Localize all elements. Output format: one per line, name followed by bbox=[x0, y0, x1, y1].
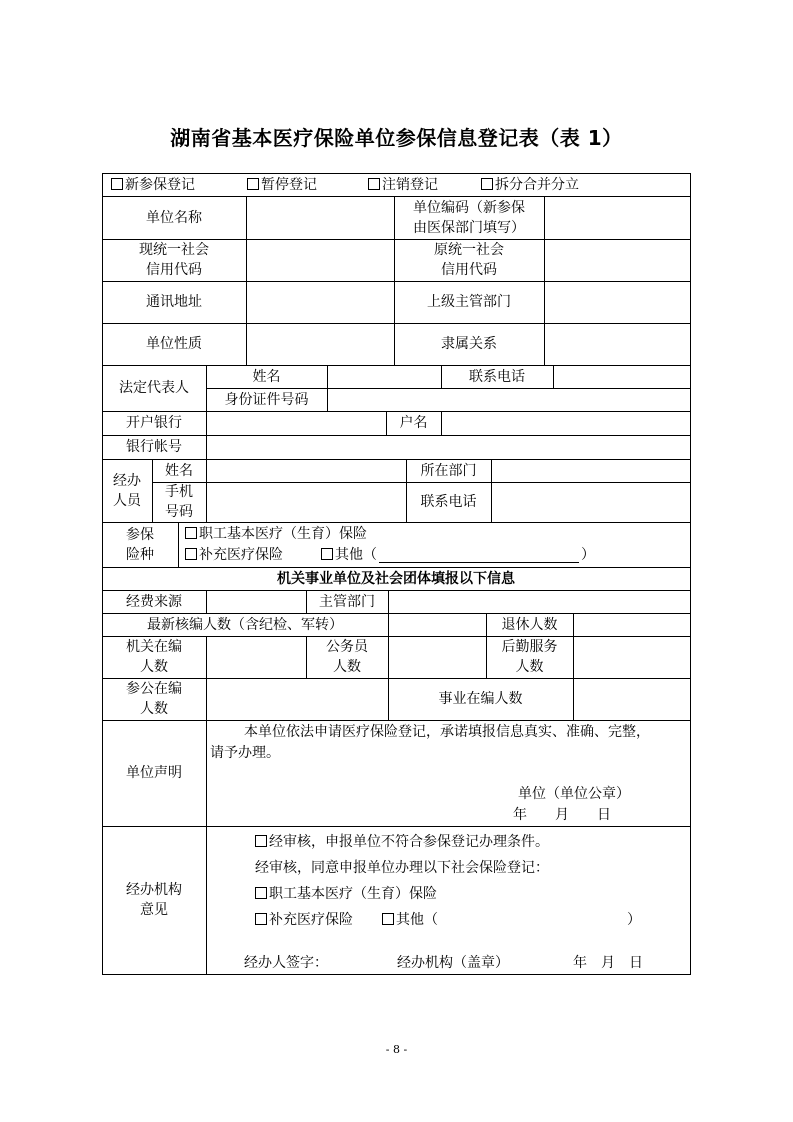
label-unit-name: 单位名称 bbox=[146, 209, 202, 226]
reg-option-suspend[interactable]: 暂停登记 bbox=[247, 175, 317, 195]
table-rule bbox=[102, 239, 691, 240]
label-superior: 上级主管部门 bbox=[427, 294, 511, 310]
table-rule bbox=[102, 826, 691, 827]
field-ref-civil[interactable] bbox=[206, 678, 388, 720]
table-rule bbox=[102, 522, 691, 523]
label-affiliation: 隶属关系 bbox=[441, 336, 497, 352]
field-superior[interactable] bbox=[544, 281, 690, 323]
table-rule bbox=[206, 590, 207, 613]
table-rule bbox=[102, 459, 691, 460]
opinion-basic[interactable]: 职工基本医疗（生育）保险 bbox=[255, 884, 437, 904]
table-rule bbox=[486, 636, 487, 678]
field-handler-phone[interactable] bbox=[491, 482, 690, 522]
table-rule bbox=[246, 196, 247, 365]
field-dept[interactable] bbox=[491, 459, 690, 482]
agency-date: 年 月 日 bbox=[573, 955, 643, 971]
field-account-name[interactable] bbox=[441, 411, 690, 435]
table-rule bbox=[206, 411, 207, 459]
reg-option-cancel[interactable]: 注销登记 bbox=[368, 175, 438, 195]
table-rule bbox=[544, 196, 545, 365]
table-rule bbox=[206, 365, 207, 411]
table-border bbox=[690, 173, 691, 975]
table-rule bbox=[388, 590, 389, 613]
table-rule bbox=[486, 613, 487, 636]
table-rule bbox=[388, 636, 389, 678]
table-rule bbox=[306, 590, 307, 613]
table-rule bbox=[491, 459, 492, 522]
checkbox-icon[interactable] bbox=[382, 913, 394, 925]
table-rule bbox=[102, 720, 691, 721]
declaration-text-2: 请予办理。 bbox=[210, 745, 280, 761]
opinion-reject[interactable]: 经审核，申报单位不符合参保登记办理条件。 bbox=[255, 832, 549, 852]
table-rule bbox=[102, 411, 691, 412]
field-latest-staff[interactable] bbox=[388, 613, 486, 636]
checkbox-icon[interactable] bbox=[255, 835, 267, 847]
label-orig-credit-code: 原统一社会 信用代码 bbox=[434, 242, 504, 278]
opinion-approve-text: 经审核，同意申报单位办理以下社会保险登记： bbox=[255, 860, 549, 876]
field-id-number[interactable] bbox=[327, 388, 690, 411]
table-rule bbox=[406, 459, 407, 522]
declaration-text-1: 本单位依法申请医疗保险登记，承诺填报信息真实、准确、完整， bbox=[244, 724, 650, 740]
page-title: 湖南省基本医疗保险单位参保信息登记表（表 1） bbox=[170, 126, 623, 150]
table-rule bbox=[178, 522, 179, 567]
label-retired: 退休人数 bbox=[501, 616, 558, 633]
table-rule bbox=[102, 590, 691, 591]
checkbox-icon[interactable] bbox=[111, 178, 123, 190]
table-rule bbox=[388, 613, 389, 636]
table-rule bbox=[441, 411, 442, 435]
table-rule bbox=[206, 720, 207, 974]
unit-seal: 单位（单位公章） bbox=[518, 786, 630, 802]
table-rule bbox=[102, 567, 691, 568]
table-rule bbox=[388, 678, 389, 720]
table-border bbox=[102, 173, 103, 975]
field-inst-staff[interactable] bbox=[573, 678, 690, 720]
table-rule bbox=[102, 613, 691, 614]
table-rule bbox=[206, 636, 207, 678]
field-unit-name[interactable] bbox=[246, 196, 394, 239]
table-rule bbox=[102, 281, 691, 282]
ins-option-other[interactable]: 其他（ ） bbox=[321, 545, 595, 565]
label-account-name: 户名 bbox=[399, 415, 428, 431]
reg-option-new[interactable]: 新参保登记 bbox=[111, 175, 195, 195]
declaration-date: 年 月 日 bbox=[513, 807, 611, 823]
label-civil-servants: 公务员 人数 bbox=[326, 639, 368, 675]
table-rule bbox=[102, 365, 691, 366]
label-bank: 开户银行 bbox=[126, 415, 182, 431]
label-dept: 所在部门 bbox=[420, 462, 477, 479]
label-org-staff: 机关在编 人数 bbox=[126, 639, 182, 675]
table-rule bbox=[573, 636, 574, 678]
label-nature: 单位性质 bbox=[146, 336, 202, 352]
table-border bbox=[102, 173, 691, 174]
page-number: - 8 - bbox=[385, 1043, 408, 1056]
table-rule bbox=[152, 482, 691, 483]
field-org-staff[interactable] bbox=[206, 636, 306, 678]
field-civil-servants[interactable] bbox=[388, 636, 486, 678]
agency-seal: 经办机构（盖章） bbox=[397, 955, 509, 971]
table-border bbox=[102, 974, 691, 975]
label-legal-rep: 法定代表人 bbox=[119, 380, 189, 396]
field-fund-source[interactable] bbox=[206, 590, 306, 613]
table-rule bbox=[327, 365, 328, 411]
table-rule bbox=[441, 365, 442, 388]
table-rule bbox=[553, 365, 554, 388]
table-rule bbox=[206, 388, 691, 389]
label-declaration: 单位声明 bbox=[126, 765, 182, 781]
checkbox-icon[interactable] bbox=[255, 887, 267, 899]
checkbox-icon[interactable] bbox=[481, 178, 493, 190]
label-address: 通讯地址 bbox=[146, 294, 202, 310]
table-rule bbox=[206, 459, 207, 522]
field-legal-name[interactable] bbox=[327, 365, 441, 388]
ins-option-basic[interactable]: 职工基本医疗（生育）保险 bbox=[185, 524, 367, 544]
checkbox-icon[interactable] bbox=[247, 178, 259, 190]
label-id-number: 身份证件号码 bbox=[224, 391, 309, 408]
label-inst-staff: 事业在编人数 bbox=[438, 691, 523, 707]
table-rule bbox=[573, 613, 574, 636]
label-agency-opinion: 经办机构 意见 bbox=[126, 882, 182, 918]
label-legal-phone: 联系电话 bbox=[469, 368, 525, 385]
label-handler-name: 姓名 bbox=[165, 462, 193, 479]
checkbox-icon[interactable] bbox=[368, 178, 380, 190]
field-mobile[interactable] bbox=[206, 482, 406, 522]
checkbox-icon[interactable] bbox=[321, 548, 333, 560]
field-nature[interactable] bbox=[246, 323, 394, 365]
field-account-no[interactable] bbox=[206, 435, 690, 459]
field-retired[interactable] bbox=[573, 613, 690, 636]
table-rule bbox=[102, 196, 691, 197]
label-fund-source: 经费来源 bbox=[126, 593, 182, 610]
label-ins-type: 参保 险种 bbox=[126, 526, 154, 563]
table-rule bbox=[102, 323, 691, 324]
label-latest-staff: 最新核编人数（含纪检、军转） bbox=[147, 616, 343, 633]
field-handler-name[interactable] bbox=[206, 459, 406, 482]
label-handler-phone: 联系电话 bbox=[420, 494, 477, 510]
label-mobile: 手机 号码 bbox=[165, 484, 193, 520]
checkbox-icon[interactable] bbox=[185, 527, 197, 539]
table-rule bbox=[386, 411, 387, 435]
table-rule bbox=[394, 196, 395, 365]
handler-signature[interactable]: 经办人签字： bbox=[244, 955, 328, 971]
table-rule bbox=[102, 636, 691, 637]
opinion-other[interactable]: 其他（ bbox=[382, 910, 438, 930]
table-rule bbox=[102, 678, 691, 679]
opinion-supplement[interactable]: 补充医疗保险 bbox=[255, 910, 353, 930]
label-logistics: 后勤服务 人数 bbox=[501, 639, 558, 675]
table-rule bbox=[102, 435, 691, 436]
label-credit-code: 现统一社会 信用代码 bbox=[139, 242, 209, 278]
section-header: 机关事业单位及社会团体填报以下信息 bbox=[277, 570, 515, 587]
opinion-other-close: ） bbox=[627, 912, 641, 928]
label-unit-code: 单位编码（新参保 由医保部门填写） bbox=[413, 199, 525, 236]
table-rule bbox=[206, 678, 207, 720]
checkbox-icon[interactable] bbox=[185, 548, 197, 560]
field-logistics[interactable] bbox=[573, 636, 690, 678]
other-underline[interactable] bbox=[379, 548, 579, 563]
field-address[interactable] bbox=[246, 281, 394, 323]
label-competent-dept: 主管部门 bbox=[319, 593, 375, 610]
reg-option-split-merge[interactable]: 拆分合并分立 bbox=[481, 175, 579, 195]
label-legal-name: 姓名 bbox=[252, 368, 281, 385]
field-bank[interactable] bbox=[206, 411, 386, 435]
table-rule bbox=[573, 678, 574, 720]
field-affiliation[interactable] bbox=[544, 323, 690, 365]
field-unit-code[interactable] bbox=[544, 196, 690, 239]
field-credit-code[interactable] bbox=[246, 239, 394, 281]
label-account-no: 银行帐号 bbox=[126, 439, 182, 455]
ins-option-supplement[interactable]: 补充医疗保险 bbox=[185, 545, 283, 565]
field-orig-credit-code[interactable] bbox=[544, 239, 690, 281]
field-competent-dept[interactable] bbox=[388, 590, 690, 613]
label-ref-civil: 参公在编 人数 bbox=[126, 681, 182, 717]
label-handler: 经办 人员 bbox=[113, 472, 141, 509]
table-rule bbox=[306, 636, 307, 678]
checkbox-icon[interactable] bbox=[255, 913, 267, 925]
table-rule bbox=[152, 459, 153, 522]
field-legal-phone[interactable] bbox=[553, 365, 690, 388]
